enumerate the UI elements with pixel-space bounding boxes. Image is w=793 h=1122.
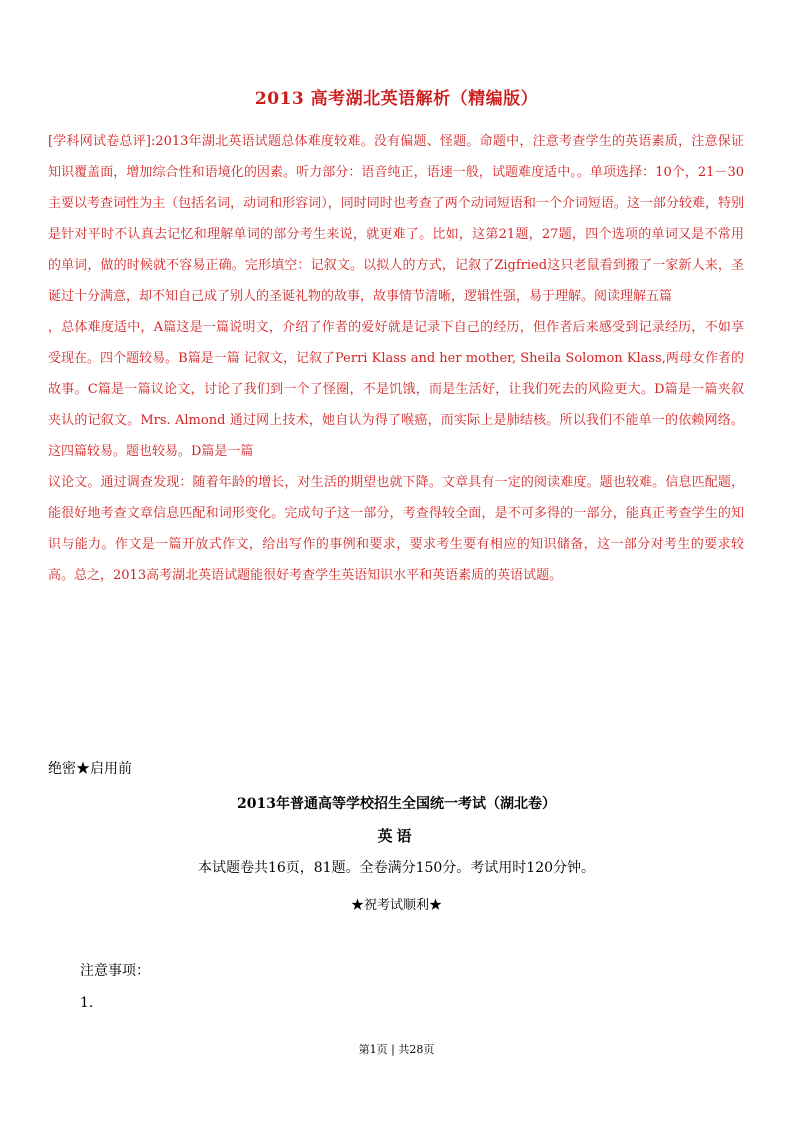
review-paragraph: [学科网试卷总评]:2013年湖北英语试题总体难度较难。没有偏题、怪题。命题中，注意考查学生的英语素质，注意保证知识覆盖面，增加综合性和语境化的因素。听力部分：语音纯正，语速一般，试题难度适中。。单项选择：10个，21－30主要以考查词性为主（包括名词，动词和形容词），同时同时也考查了两个动词短语和一个介词短语。这一部分较难，特别是针对平时不认真去记忆和理解单词的部分考生来说，就更难了。比如，这第21题，27题，四个选项的单词又是不常用的单词，做的时候就不容易正确。完形填空：记叙文。以拟人的方式，记叙了Zigfried这只老鼠看到搬了一家新人来，圣诞过十分满意，却不知自己成了别人的圣诞礼物的故事，故事情节清晰，逻辑性强，易于理解。阅读理解五篇: [48, 134, 744, 304]
good-luck-line: ★祝考试顺利★: [350, 898, 442, 913]
notice-heading: 注意事项：: [80, 963, 150, 979]
document-title: 2013 高考湖北英语解析（精编版）: [254, 89, 539, 109]
exam-info: 本试题卷共16页，81题。全卷满分150分。考试用时120分钟。: [197, 860, 596, 876]
notice-item: 1.: [80, 995, 94, 1011]
exam-title: 2013年普通高等学校招生全国统一考试（湖北卷）: [237, 796, 556, 812]
review-paragraph: ，总体难度适中，A篇这是一篇说明文，介绍了作者的爱好就是记录下自己的经历，但作者后来感受到记录经历，不如享受现在。四个题较易。B篇是一篇 记叙文，记叙了Perri Klass and her mother, Sheila Solomon Klass,两母女作者的故事。C篇是一篇议论文，讨论了我们到一个了怪圈，不是饥饿，而是生活好，让我们死去的风险更大。D篇是一篇夹叙夹认的记叙文。Mrs. Almond 通过网上技术，她自认为得了喉癌，而实际上是肺结核。所以我们不能单一的依赖网络。这四篇较易。题也较易。D篇是一篇: [48, 320, 744, 459]
page-footer: 第1页 | 共28页: [358, 1043, 435, 1056]
exam-subject: 英语: [377, 827, 416, 845]
confidential-label: 绝密★启用前: [48, 761, 132, 777]
exam-review-block: [48, 126, 744, 591]
review-paragraph: 议论文。通过调查发现：随着年龄的增长，对生活的期望也就下降。文章具有一定的阅读难度。题也较难。信息匹配题，能很好地考查文章信息匹配和词形变化。完成句子这一部分，考查得较全面，是不可多得的一部分，能真正考查学生的知识与能力。作文是一篇开放式作文，给出写作的事例和要求，要求考生要有相应的知识储备，这一部分对考生的要求较高。总之，2013高考湖北英语试题能很好考查学生英语知识水平和英语素质的英语试题。: [48, 475, 744, 583]
